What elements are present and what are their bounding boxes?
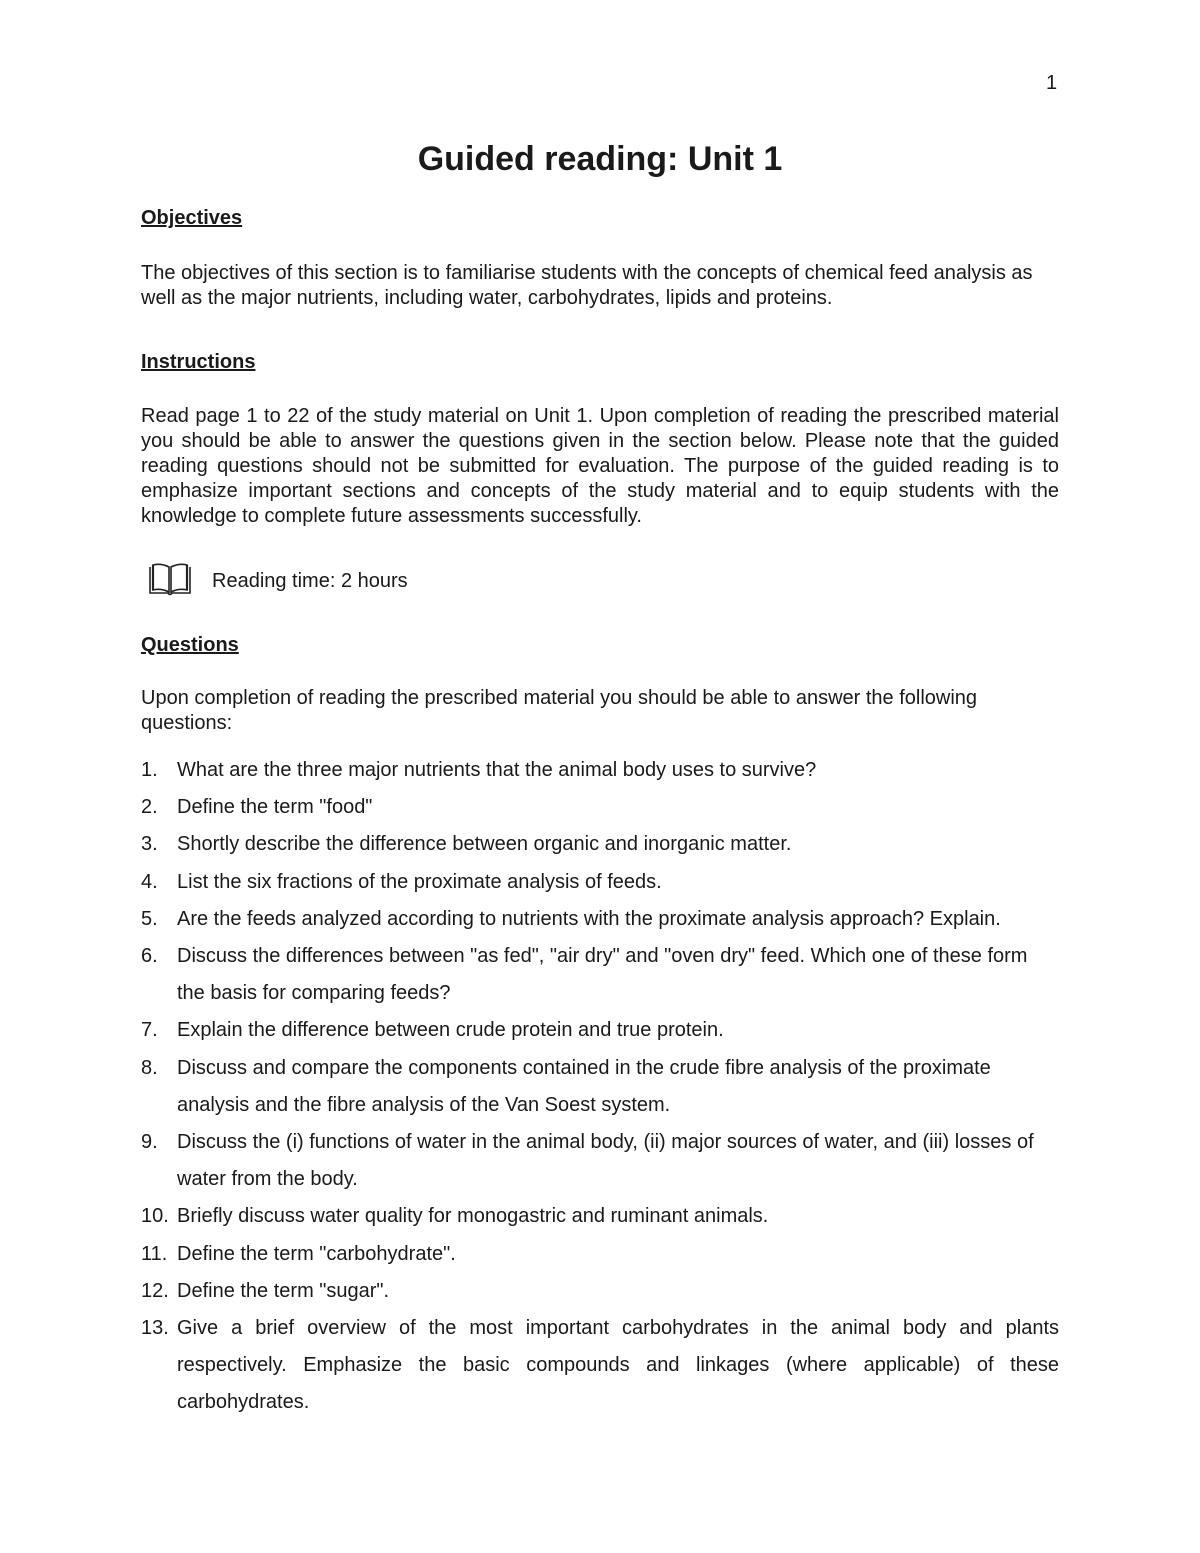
question-text: Are the feeds analyzed according to nutrients with the proximate analysis approach? Explain. bbox=[177, 907, 1001, 930]
reading-time-text: Reading time: 2 hours bbox=[212, 569, 408, 592]
book-icon bbox=[148, 563, 192, 599]
question-text: Explain the difference between crude protein and true protein. bbox=[177, 1019, 724, 1042]
page-title: Guided reading: Unit 1 bbox=[417, 140, 783, 178]
question-item bbox=[141, 1236, 1059, 1273]
instructions-text: Read page 1 to 22 of the study material on Unit 1. Upon completion of reading the prescribed material you should be able to answer the questions given in the section below. Please note that the guided reading questions should not be submitted for evaluation. The purpose of the guided reading is to emphasize important sections and concepts of the study material and to equip students with the knowledge to complete future assessments successfully. bbox=[141, 405, 1059, 527]
questions-intro: Upon completion of reading the prescribed material you should be able to answer the following questions: bbox=[141, 687, 978, 734]
question-number: 11. bbox=[141, 1242, 168, 1265]
question-item bbox=[141, 1198, 1059, 1235]
question-item bbox=[141, 1124, 1059, 1198]
question-item bbox=[141, 901, 1059, 938]
question-text: Briefly discuss water quality for monogastric and ruminant animals. bbox=[177, 1205, 769, 1228]
question-number: 2. bbox=[141, 796, 158, 819]
question-number: 10. bbox=[141, 1205, 169, 1228]
instructions-heading: Instructions bbox=[141, 351, 256, 373]
question-item bbox=[141, 789, 1059, 826]
question-item bbox=[141, 1273, 1059, 1310]
question-item bbox=[141, 826, 1059, 863]
question-number: 13. bbox=[141, 1317, 169, 1340]
question-text: Give a brief overview of the most important carbohydrates in the animal body and plants respectively. Emphasize the basic compounds and linkages (where applicable) of these carbohydrates. bbox=[177, 1317, 1059, 1414]
question-text: Shortly describe the difference between organic and inorganic matter. bbox=[177, 833, 792, 856]
question-number: 5. bbox=[141, 907, 158, 930]
question-text: Define the term "sugar". bbox=[177, 1279, 390, 1302]
question-text: Define the term "food" bbox=[177, 796, 373, 819]
question-number: 1. bbox=[141, 759, 158, 781]
question-number: 8. bbox=[141, 1056, 158, 1079]
question-text: List the six fractions of the proximate analysis of feeds. bbox=[177, 870, 662, 893]
questions-list bbox=[141, 752, 1059, 1422]
question-number: 12. bbox=[141, 1279, 169, 1302]
question-item bbox=[141, 752, 1059, 789]
question-number: 7. bbox=[141, 1019, 158, 1042]
question-text: Define the term "carbohydrate". bbox=[177, 1242, 456, 1265]
question-number: 3. bbox=[141, 833, 158, 856]
question-item bbox=[141, 1310, 1059, 1422]
question-item bbox=[141, 938, 1059, 1012]
question-item bbox=[141, 1012, 1059, 1049]
question-number: 4. bbox=[141, 870, 158, 893]
objectives-text: The objectives of this section is to familiarise students with the concepts of chemical feed analysis as well as the major nutrients, including water, carbohydrates, lipids and proteins. bbox=[141, 262, 1033, 309]
question-text: Discuss the differences between "as fed", "air dry" and "oven dry" feed. Which one of these form the basis for comparing feeds? bbox=[177, 945, 1028, 1005]
reading-time bbox=[148, 562, 408, 600]
question-text: What are the three major nutrients that the animal body uses to survive? bbox=[177, 759, 817, 781]
question-text: Discuss the (i) functions of water in the animal body, (ii) major sources of water, and (iii) losses of water from the body. bbox=[177, 1131, 1034, 1191]
question-item bbox=[141, 1050, 1059, 1124]
objectives-heading: Objectives bbox=[141, 207, 243, 229]
page-number: 1 bbox=[1046, 72, 1058, 94]
question-number: 6. bbox=[141, 945, 158, 968]
questions-heading: Questions bbox=[141, 634, 239, 656]
question-text: Discuss and compare the components contained in the crude fibre analysis of the proximate analysis and the fibre analysis of the Van Soest system. bbox=[177, 1056, 991, 1116]
question-number: 9. bbox=[141, 1131, 158, 1154]
question-item bbox=[141, 864, 1059, 901]
